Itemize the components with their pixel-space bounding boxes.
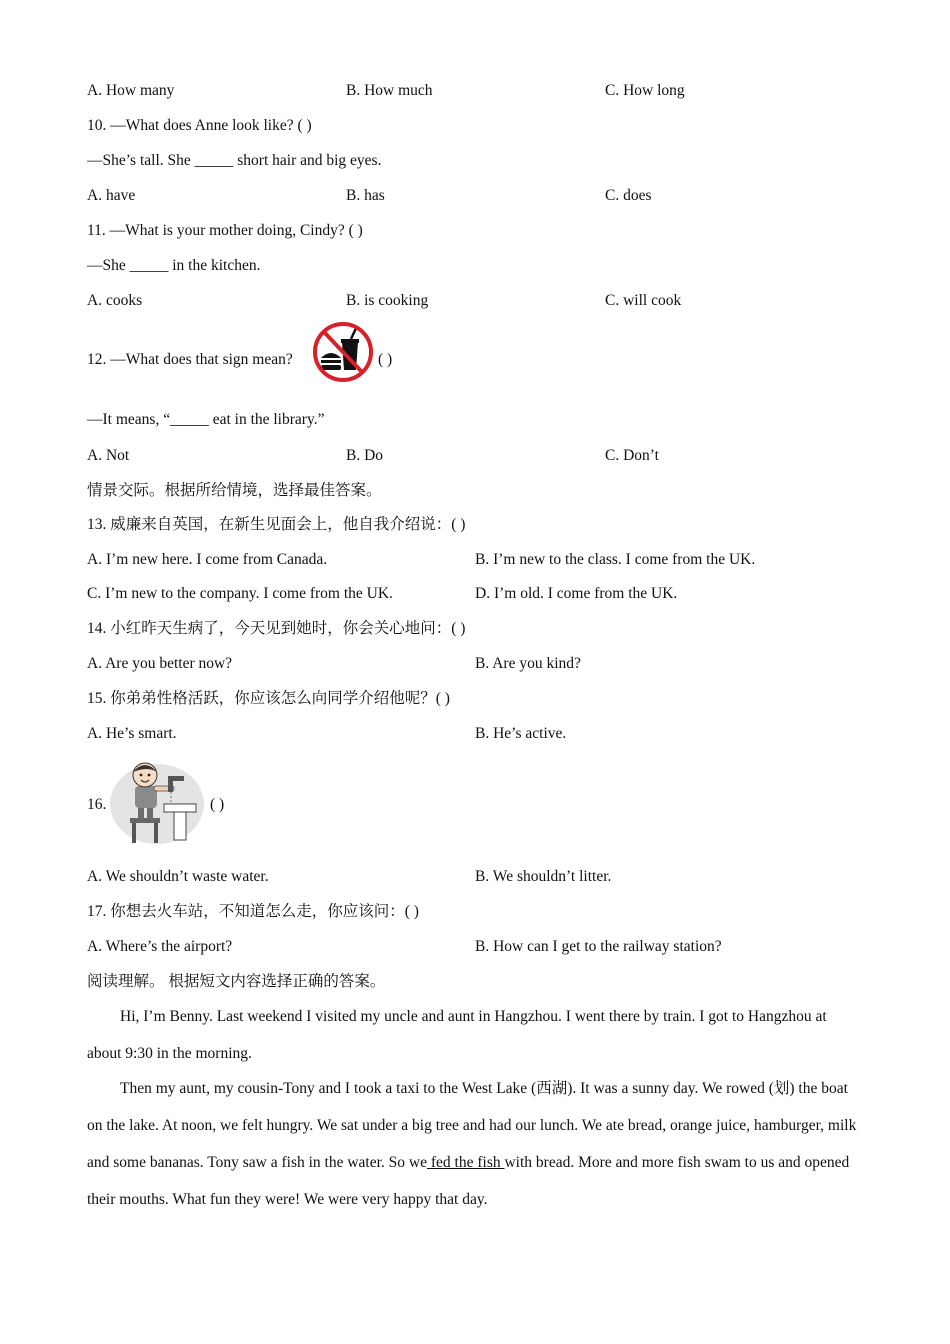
q13-option-d[interactable]: D. I’m old. I come from the UK. bbox=[475, 585, 678, 602]
q13-option-a[interactable]: A. I’m new here. I come from Canada. bbox=[87, 551, 328, 568]
passage-paragraph-1: Hi, I’m Benny. Last weekend I visited my uncle and aunt in Hangzhou. I went there by train. I got to Hangzhou at about 9:30 in the morning. bbox=[87, 1008, 827, 1062]
q15-option-a[interactable]: A. He’s smart. bbox=[87, 725, 177, 742]
q10-question: 10. —What does Anne look like? ( ) bbox=[87, 117, 312, 134]
q11-option-c[interactable]: C. will cook bbox=[605, 292, 682, 309]
q13-option-c[interactable]: C. I’m new to the company. I come from the UK. bbox=[87, 585, 393, 602]
q11-option-b[interactable]: B. is cooking bbox=[346, 292, 429, 309]
q12-option-c[interactable]: C. Don’t bbox=[605, 447, 659, 464]
q10-answer-line: —She’s tall. She _____ short hair and big eyes. bbox=[87, 152, 382, 169]
q15-question: 15. 你弟弟性格活跃，你应该怎么向同学介绍他呢？( ) bbox=[87, 690, 450, 707]
q16-paren: ( ) bbox=[210, 796, 225, 813]
passage-p2-before: Then my aunt, my cousin-Tony and I took a taxi to the West Lake (西湖). It was a sunny day. We rowed (划) the boat on the lake. At noon, we felt hungry. We sat under a big tree and had our lunch. We ate bread, orange juice, hamburger, milk and some bananas. Tony saw a fish in the water. So we bbox=[87, 1080, 857, 1171]
q11-question: 11. —What is your mother doing, Cindy? ( ) bbox=[87, 222, 363, 239]
q14-question: 14. 小红昨天生病了，今天见到她时，你会关心地问：( ) bbox=[87, 620, 466, 637]
q12-answer-line: —It means, “_____ eat in the library.” bbox=[87, 411, 325, 428]
q16-option-b[interactable]: B. We shouldn’t litter. bbox=[475, 868, 612, 885]
section-reading-title: 阅读理解。 根据短文内容选择正确的答案。 bbox=[87, 973, 386, 990]
q12-paren: ( ) bbox=[378, 351, 393, 368]
q9-option-a[interactable]: A. How many bbox=[87, 82, 175, 99]
q12-option-a[interactable]: A. Not bbox=[87, 447, 130, 464]
no-food-drink-sign-icon bbox=[311, 320, 375, 384]
q12-option-b[interactable]: B. Do bbox=[346, 447, 384, 464]
q17-question: 17. 你想去火车站，不知道怎么走，你应该问：( ) bbox=[87, 903, 419, 920]
q17-option-a[interactable]: A. Where’s the airport? bbox=[87, 938, 233, 955]
q16-number: 16. bbox=[87, 796, 107, 813]
q10-option-c[interactable]: C. does bbox=[605, 187, 652, 204]
q10-option-b[interactable]: B. has bbox=[346, 187, 385, 204]
q9-option-c[interactable]: C. How long bbox=[605, 82, 685, 99]
q11-answer-line: —She _____ in the kitchen. bbox=[87, 257, 261, 274]
section-situational-title: 情景交际。根据所给情境，选择最佳答案。 bbox=[87, 482, 382, 499]
passage-p2-underlined: fed the fish bbox=[427, 1154, 505, 1171]
boy-at-tap-picture-icon bbox=[108, 756, 206, 846]
q16-option-a[interactable]: A. We shouldn’t waste water. bbox=[87, 868, 269, 885]
q12-question: 12. —What does that sign mean? bbox=[87, 351, 293, 368]
q9-option-b[interactable]: B. How much bbox=[346, 82, 433, 99]
q11-option-a[interactable]: A. cooks bbox=[87, 292, 143, 309]
q17-option-b[interactable]: B. How can I get to the railway station? bbox=[475, 938, 722, 955]
q13-question: 13. 威廉来自英国，在新生见面会上，他自我介绍说：( ) bbox=[87, 516, 466, 533]
q15-option-b[interactable]: B. He’s active. bbox=[475, 725, 567, 742]
passage-p2-after: with bread. More and more fish swam to us and opened their mouths. What fun they were! We were very happy that day. bbox=[87, 1154, 850, 1208]
q10-option-a[interactable]: A. have bbox=[87, 187, 136, 204]
q13-option-b[interactable]: B. I’m new to the class. I come from the UK. bbox=[475, 551, 756, 568]
passage-paragraph-2 bbox=[87, 1070, 862, 1218]
q14-option-b[interactable]: B. Are you kind? bbox=[475, 655, 581, 672]
q14-option-a[interactable]: A. Are you better now? bbox=[87, 655, 233, 672]
